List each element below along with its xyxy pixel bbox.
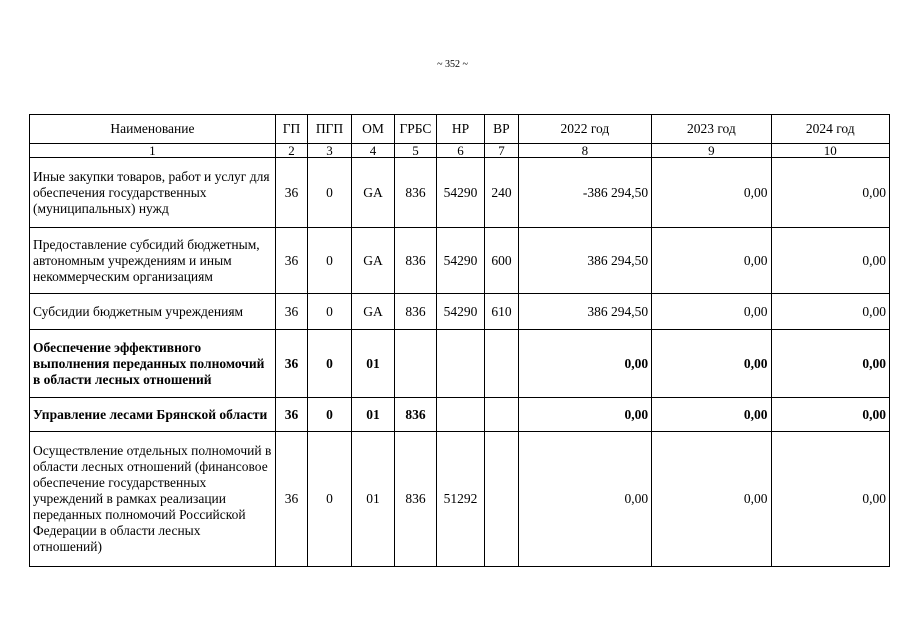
cell-2024: 0,00 xyxy=(771,398,889,432)
cell-pgp: 0 xyxy=(308,294,352,330)
header-name: Наименование xyxy=(30,115,276,144)
header-nr: НР xyxy=(436,115,485,144)
column-number: 6 xyxy=(436,144,485,158)
cell-2023: 0,00 xyxy=(652,330,771,398)
cell-pgp: 0 xyxy=(308,228,352,294)
cell-nr: 51292 xyxy=(436,432,485,567)
cell-grbs: 836 xyxy=(395,432,436,567)
header-2022: 2022 год xyxy=(518,115,652,144)
cell-pgp: 0 xyxy=(308,432,352,567)
header-row xyxy=(30,115,890,144)
cell-vr: 600 xyxy=(485,228,518,294)
cell-grbs: 836 xyxy=(395,158,436,228)
row-name: Иные закупки товаров, работ и услуг для обеспечения государственных (муниципальных) нужд xyxy=(30,158,276,228)
header-vr: ВР xyxy=(485,115,518,144)
cell-2022: 0,00 xyxy=(518,398,652,432)
column-number: 2 xyxy=(275,144,307,158)
cell-gp: 36 xyxy=(275,158,307,228)
cell-pgp: 0 xyxy=(308,330,352,398)
cell-nr xyxy=(436,330,485,398)
table-row xyxy=(30,158,890,228)
cell-2023: 0,00 xyxy=(652,398,771,432)
row-name: Субсидии бюджетным учреждениям xyxy=(30,294,276,330)
cell-gp: 36 xyxy=(275,294,307,330)
cell-om: GA xyxy=(351,294,395,330)
header-grbs: ГРБС xyxy=(395,115,436,144)
cell-om: 01 xyxy=(351,330,395,398)
header-gp: ГП xyxy=(275,115,307,144)
cell-grbs: 836 xyxy=(395,294,436,330)
cell-nr: 54290 xyxy=(436,294,485,330)
cell-2023: 0,00 xyxy=(652,158,771,228)
cell-vr xyxy=(485,398,518,432)
cell-om: 01 xyxy=(351,432,395,567)
cell-2022: 386 294,50 xyxy=(518,294,652,330)
column-number: 8 xyxy=(518,144,652,158)
column-number: 5 xyxy=(395,144,436,158)
cell-2022: -386 294,50 xyxy=(518,158,652,228)
cell-vr: 610 xyxy=(485,294,518,330)
table-row xyxy=(30,228,890,294)
cell-2022: 0,00 xyxy=(518,432,652,567)
row-name: Обеспечение эффективного выполнения переданных полномочий в области лесных отношений xyxy=(30,330,276,398)
cell-2024: 0,00 xyxy=(771,228,889,294)
cell-gp: 36 xyxy=(275,228,307,294)
row-name: Предоставление субсидий бюджетным, автономным учреждениям и иным некоммерческим организациям xyxy=(30,228,276,294)
cell-2024: 0,00 xyxy=(771,330,889,398)
budget-table xyxy=(29,114,890,567)
column-number-row xyxy=(30,144,890,158)
cell-2023: 0,00 xyxy=(652,294,771,330)
cell-2022: 386 294,50 xyxy=(518,228,652,294)
cell-gp: 36 xyxy=(275,330,307,398)
cell-pgp: 0 xyxy=(308,158,352,228)
header-om: ОМ xyxy=(351,115,395,144)
column-number: 9 xyxy=(652,144,771,158)
column-number: 1 xyxy=(30,144,276,158)
cell-nr: 54290 xyxy=(436,228,485,294)
cell-nr xyxy=(436,398,485,432)
column-number: 4 xyxy=(351,144,395,158)
column-number: 3 xyxy=(308,144,352,158)
cell-2023: 0,00 xyxy=(652,432,771,567)
header-2023: 2023 год xyxy=(652,115,771,144)
table-row xyxy=(30,432,890,567)
column-number: 10 xyxy=(771,144,889,158)
cell-grbs: 836 xyxy=(395,398,436,432)
cell-om: GA xyxy=(351,158,395,228)
cell-vr xyxy=(485,432,518,567)
table-row xyxy=(30,294,890,330)
header-2024: 2024 год xyxy=(771,115,889,144)
row-name: Управление лесами Брянской области xyxy=(30,398,276,432)
cell-gp: 36 xyxy=(275,432,307,567)
cell-pgp: 0 xyxy=(308,398,352,432)
cell-2024: 0,00 xyxy=(771,432,889,567)
page-number: ~ 352 ~ xyxy=(437,59,468,70)
column-number: 7 xyxy=(485,144,518,158)
table-row xyxy=(30,330,890,398)
cell-2023: 0,00 xyxy=(652,228,771,294)
cell-gp: 36 xyxy=(275,398,307,432)
cell-om: 01 xyxy=(351,398,395,432)
cell-vr xyxy=(485,330,518,398)
cell-2024: 0,00 xyxy=(771,158,889,228)
header-pgp: ПГП xyxy=(308,115,352,144)
cell-grbs: 836 xyxy=(395,228,436,294)
table-row xyxy=(30,398,890,432)
row-name: Осуществление отдельных полномочий в области лесных отношений (финансовое обеспечение государственных учреждений в рамках реализации переданных полномочий Российской Федерации в области лесных отношений) xyxy=(30,432,276,567)
cell-grbs xyxy=(395,330,436,398)
cell-nr: 54290 xyxy=(436,158,485,228)
cell-vr: 240 xyxy=(485,158,518,228)
cell-2022: 0,00 xyxy=(518,330,652,398)
cell-om: GA xyxy=(351,228,395,294)
cell-2024: 0,00 xyxy=(771,294,889,330)
